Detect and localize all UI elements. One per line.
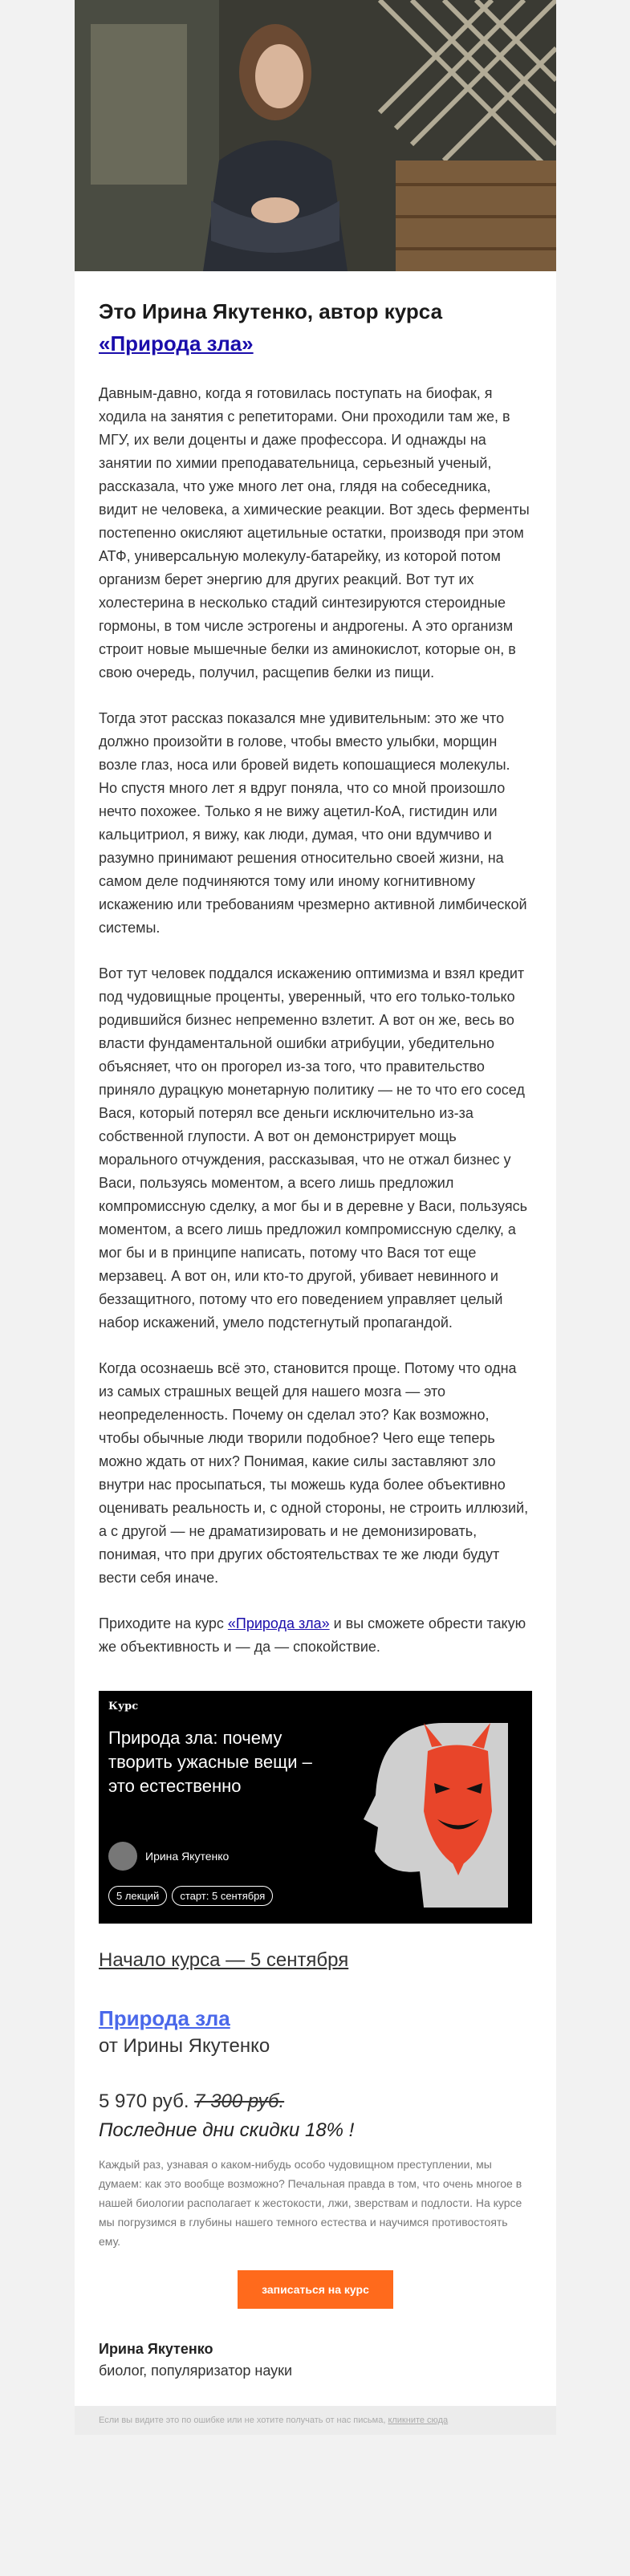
closing-paragraph — [99, 1612, 532, 1659]
old-price: 7 300 руб. — [194, 2090, 285, 2112]
footer-text: Если вы видите это по ошибке или не хотите получать от нас письма, — [99, 2416, 388, 2425]
enroll-button[interactable]: записаться на курс — [238, 2270, 393, 2309]
hero-photo — [75, 0, 556, 271]
banner-author — [108, 1842, 229, 1871]
closing-course-link[interactable]: «Природа зла» — [227, 1615, 330, 1631]
paragraph-3: Вот тут человек поддался искажению оптимизма и взял кредит под чудовищные проценты, уверенный, что его только-только родившийся бизнес непременно взлетит. А вот он же, весь во власти фундаментальной ошибки атрибуции, убедительно объясняет, что он прогорел из-за того, что правительство приняло дурацкую монетарную политику — не то что его сосед Вася, который потерял все деньги исключительно из-за собственной глупости. А вот он демонстрирует мощь морального отчуждения, рассказывая, что не отжал бизнес у Васи, пользуясь моментом, а всего лишь предложил компромиссную сделку, а мог бы и в деревне у Васи, пользуясь моментом, а всего лишь предложил компромиссную сделку, а мог бы и в принципе написать, потому что Вася тот еще мерзавец. А вот он, или кто-то другой, убивает невинного и беззащитного, потому что его поведением управляет целый набор искажений, умело подстегнутый пропагандой. — [99, 965, 527, 1331]
banner-tags — [108, 1886, 273, 1906]
signature-name: Ирина Якутенко — [99, 2341, 213, 2357]
banner-brand-logo: Курс — [108, 1700, 139, 1713]
tag-lectures: 5 лекций — [108, 1886, 167, 1906]
paragraph-4: Когда осознаешь всё это, становится проще. Потому что одна из самых страшных вещей для нашего мозга — это неопределенность. Почему он сделал это? Как возможно, чтобы обычные люди творили подобное? Чего еще теперь можно ждать от них? Понимая, какие силы заставляют зло внутри нас просыпаться, ты можешь куда более объективно оценивать реальность и, с одной стороны, не строить иллюзий, а с другой — не драматизировать и не демонизировать, понимая, что при других обстоятельствах те же люди будут вести себя иначе. — [99, 1360, 529, 1586]
unsubscribe-link[interactable]: кликните сюда — [388, 2416, 449, 2425]
price-line — [99, 2087, 532, 2116]
footer — [75, 2406, 556, 2435]
course-banner[interactable] — [99, 1691, 532, 1924]
course-description: Каждый раз, узнавая о каком-нибудь особо чудовищном преступлении, мы думаем: как это вообще возможно? Печальная правда в том, что очень многое в нашей биологии располагает к жестокости, лжи, зверствам и подлости. На курсе мы погрузимся в глубины нашего темного естества и научимся противостоять ему. — [99, 2158, 522, 2248]
cta-wrapper — [99, 2270, 532, 2309]
devil-head-icon — [356, 1715, 516, 1908]
page-title — [99, 295, 532, 360]
current-price: 5 970 руб. — [99, 2090, 189, 2112]
hero-photo-illustration — [75, 0, 556, 271]
discount-note: Последние дни скидки 18% ! — [99, 2119, 355, 2141]
course-author: от Ирины Якутенко — [99, 2035, 270, 2057]
title-course-link[interactable]: «Природа зла» — [99, 331, 254, 356]
banner-title: Природа зла: почему творить ужасные вещи – это естественно — [108, 1728, 312, 1796]
closing-before: Приходите на курс — [99, 1615, 228, 1631]
course-name — [99, 2004, 532, 2033]
title-prefix: Это Ирина Якутенко, автор курса — [99, 299, 443, 323]
signature-role: биолог, популяризатор науки — [99, 2363, 293, 2379]
banner-author-name: Ирина Якутенко — [145, 1850, 230, 1863]
closing-after: и вы сможете обрести такую же объективность и — да — спокойствие. — [99, 1615, 526, 1655]
paragraph-2: Тогда этот рассказ показался мне удивительным: это же что должно произойти в голове, чтобы вместо улыбки, морщин возле глаз, носа или бровей видеть копошащиеся молекулы. Но спустя много лет я вдруг поняла, что со мной произошло нечто похожее. Только я не вижу ацетил-КоА, гистидин или кальцитриол, я вижу, как люди, думая, что они вдумчиво и разумно принимают решения относительно своей жизни, на самом деле подчиняются тому или иному когнитивному искажению или требованиям чрезмерно активной лимбической системы. — [99, 710, 527, 936]
email-container — [75, 0, 556, 2435]
tag-start: старт: 5 сентября — [172, 1886, 273, 1906]
author-avatar — [108, 1842, 137, 1871]
paragraph-1: Давным-давно, когда я готовилась поступать на биофак, я ходила на занятия с репетиторами. Они проходили там же, в МГУ, их вели доценты и даже профессора. И однажды на занятии по химии преподавательница, серьезный ученый, рассказала, что уже много лет она, глядя на собеседника, видит не человека, а химические реакции. Вот здесь ферменты постепенно окисляют ацетильные остатки, производя при этом АТФ, универсальную молекулу-батарейку, из которой потом организм берет энергию для других реакций. Вот тут их холестерина в несколько стадий синтезируются стероидные гормоны, в том числе эстрогены и андрогены. А это организм строит новые мышечные белки из аминокислот, которые он, в свою очередь, получил, расщепив белки из пищи. — [99, 385, 530, 681]
course-name-link[interactable]: Природа зла — [99, 2006, 230, 2030]
course-start-date: Начало курса — 5 сентября — [99, 1949, 349, 1971]
